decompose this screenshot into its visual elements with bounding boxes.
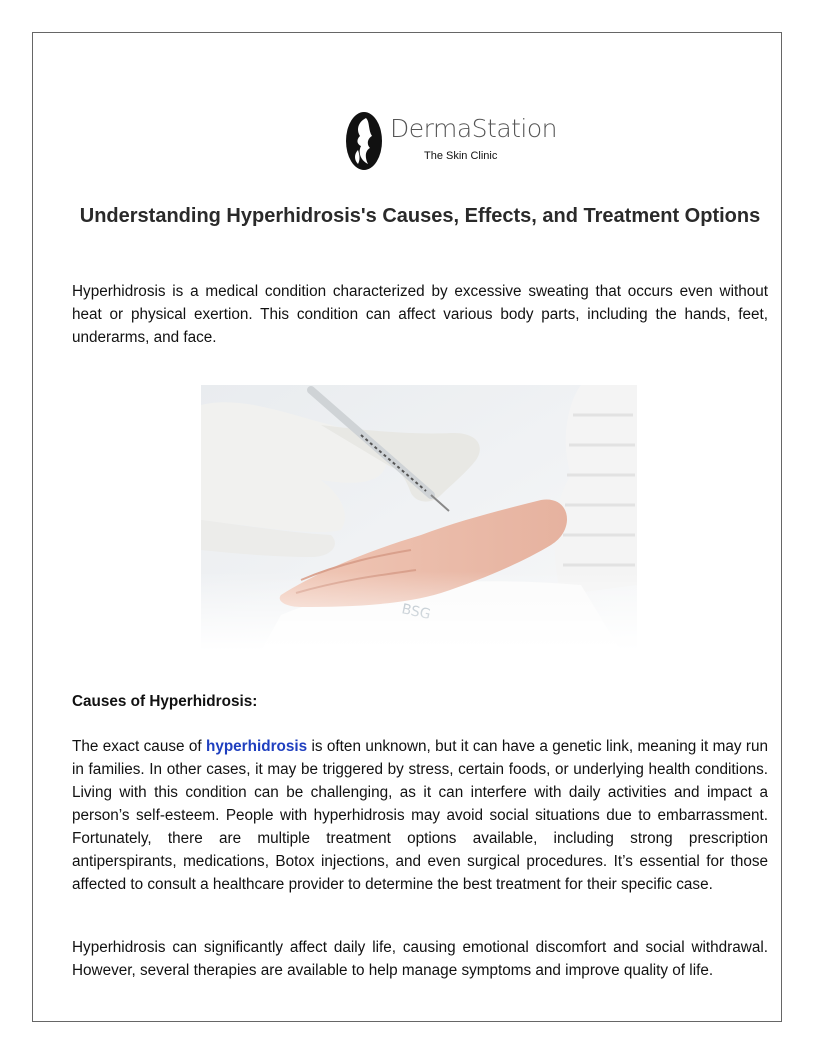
causes-paragraph — [72, 735, 768, 896]
clinic-logo — [344, 110, 558, 172]
hand-injection-photo — [201, 385, 637, 651]
hyperhidrosis-link[interactable]: hyperhidrosis — [205, 738, 308, 755]
logo-tagline: The Skin Clinic — [424, 150, 498, 162]
logo-name: DermaStation — [390, 114, 558, 143]
face-profile-logo-icon — [344, 110, 384, 172]
closing-paragraph: Hyperhidrosis can significantly affect daily life, causing emotional discomfort and social withdrawal. However, several therapies are available to help manage symptoms and improve quality of life. — [72, 939, 768, 979]
intro-paragraph: Hyperhidrosis is a medical condition characterized by excessive sweating that occurs even without heat or physical exertion. This condition can affect various body parts, including the hands, feet, underarms, and face. — [72, 283, 768, 346]
causes-text-before-link: The exact cause of — [72, 738, 206, 755]
causes-text-after-link: is often unknown, but it can have a genetic link, meaning it may run in families. In other cases, it may be triggered by stress, certain foods, or underlying health conditions. Living with this condition can be challenging, as it can interfere with daily activities and impact a person’s self-esteem. People with hyperhidrosis may avoid social situations due to embarrassment. Fortunately, there are multiple treatment options available, including strong prescription antiperspirants, medications, Botox injections, and even surgical procedures. It’s essential for those affected to consult a healthcare provider to determine the best treatment for their specific case. — [72, 738, 768, 893]
article-title: Understanding Hyperhidrosis's Causes, Effects, and Treatment Options — [79, 205, 761, 227]
causes-heading: Causes of Hyperhidrosis: — [72, 693, 258, 710]
